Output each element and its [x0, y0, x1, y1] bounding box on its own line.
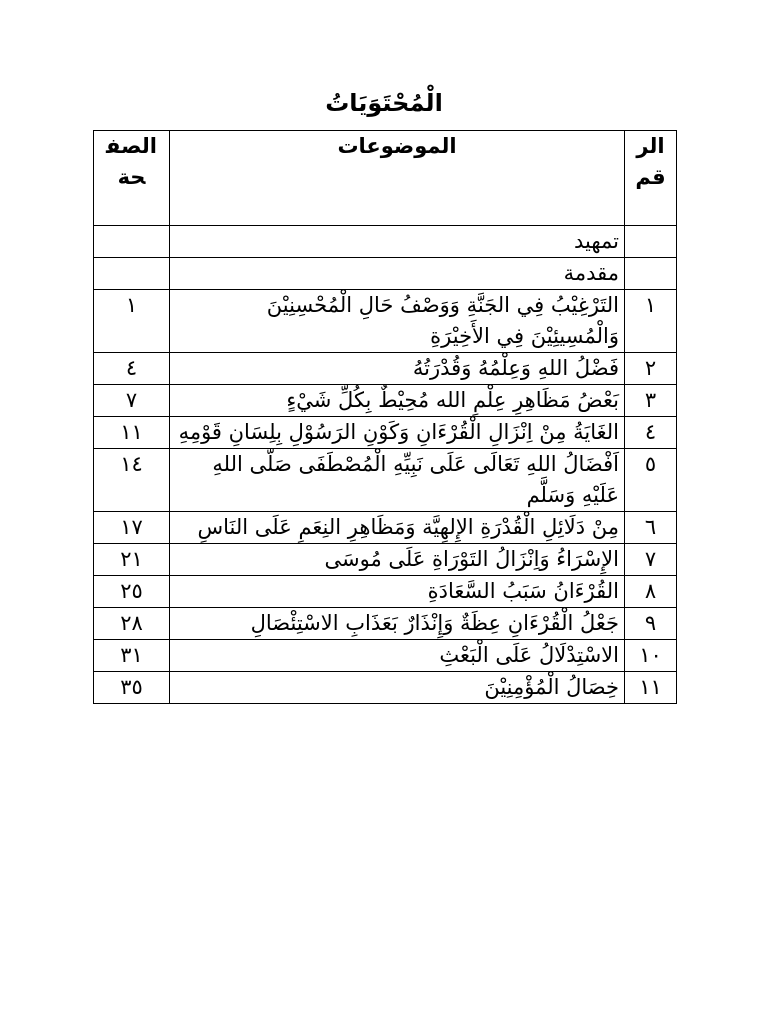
- row-topic: اَفْضَالُ اللهِ تَعَالَى عَلَى نَبِيِّهِ الْمُصْطَفَى صَلَّى اللهِ عَلَيْهِ وَسَلَّم: [170, 449, 625, 512]
- row-number: [625, 226, 677, 258]
- row-topic: خِصَالُ الْمُؤْمِنِيْنَ: [170, 672, 625, 704]
- row-number: ١١: [625, 672, 677, 704]
- row-page: ١١: [94, 417, 170, 449]
- row-topic: فَضْلُ اللهِ وَعِلْمُهُ وَقُدْرَتُهُ: [170, 353, 625, 385]
- row-number: ١٠: [625, 640, 677, 672]
- table-row: [94, 512, 677, 544]
- table-row: [94, 226, 677, 258]
- row-page: ١٤: [94, 449, 170, 512]
- row-number: ٣: [625, 385, 677, 417]
- row-number: ٦: [625, 512, 677, 544]
- row-page: ٤: [94, 353, 170, 385]
- row-topic: بَعْضُ مَظَاهِرِ عِلْمِ الله مُحِيْطٌ بِكُلِّ شَيْءٍ: [170, 385, 625, 417]
- row-page: ٢٥: [94, 576, 170, 608]
- row-page: [94, 258, 170, 290]
- row-number: ٥: [625, 449, 677, 512]
- row-topic: مِنْ دَلَائِلِ الْقُدْرَةِ الإِلهِيَّة وَمَظَاهِرِ النِعَمِ عَلَى النَاسِ: [170, 512, 625, 544]
- page-title: الْمُحْتَوَيَاتُ: [325, 89, 443, 117]
- row-page: ٣٥: [94, 672, 170, 704]
- row-number: ٤: [625, 417, 677, 449]
- table-row: [94, 258, 677, 290]
- row-number: ٨: [625, 576, 677, 608]
- table-row: [94, 449, 677, 512]
- row-topic: التَرْغِيْبُ فِي الجَنَّةِ وَوَصْفُ حَالِ الْمُحْسِنِيْنَ وَالْمُسِيئِيْنَ فِي الأَخِيْرَةِ: [170, 290, 625, 353]
- row-topic: مقدمة: [170, 258, 625, 290]
- table-row: [94, 672, 677, 704]
- table-header-row: [94, 131, 677, 226]
- table-row: [94, 385, 677, 417]
- row-page: ١: [94, 290, 170, 353]
- row-topic: الاسْتِدْلَالُ عَلَى الْبَعْثِ: [170, 640, 625, 672]
- table-row: [94, 417, 677, 449]
- header-number: الرقم: [625, 131, 677, 226]
- table-row: [94, 640, 677, 672]
- table-row: [94, 290, 677, 353]
- row-page: ٢١: [94, 544, 170, 576]
- row-topic: الإِسْرَاءُ وَاِنْزَالُ التَوْرَاةِ عَلَى مُوسَى: [170, 544, 625, 576]
- table-row: [94, 544, 677, 576]
- row-topic: تمهيد: [170, 226, 625, 258]
- header-topic: الموضوعات: [170, 131, 625, 226]
- table-row: [94, 353, 677, 385]
- header-page: الصفحة: [94, 131, 170, 226]
- row-topic: القُرْءَانُ سَبَبُ السَّعَادَةِ: [170, 576, 625, 608]
- row-page: ١٧: [94, 512, 170, 544]
- row-number: ٢: [625, 353, 677, 385]
- row-page: [94, 226, 170, 258]
- row-number: ٧: [625, 544, 677, 576]
- row-page: ٢٨: [94, 608, 170, 640]
- table-row: [94, 608, 677, 640]
- row-number: ١: [625, 290, 677, 353]
- row-topic: الغَايَةُ مِنْ اِنْزَالِ الْقُرْءَانِ وَكَوْنِ الرَسُوْلِ بِلِسَانِ قَوْمِهِ: [170, 417, 625, 449]
- row-topic: جَعْلُ الْقُرْءَانِ عِظَةٌ وَإِنْذَارٌ بَعَذَابِ الاسْتِئْصَالِ: [170, 608, 625, 640]
- row-number: [625, 258, 677, 290]
- row-page: ٣١: [94, 640, 170, 672]
- row-number: ٩: [625, 608, 677, 640]
- row-page: ٧: [94, 385, 170, 417]
- contents-table: [93, 130, 677, 704]
- table-row: [94, 576, 677, 608]
